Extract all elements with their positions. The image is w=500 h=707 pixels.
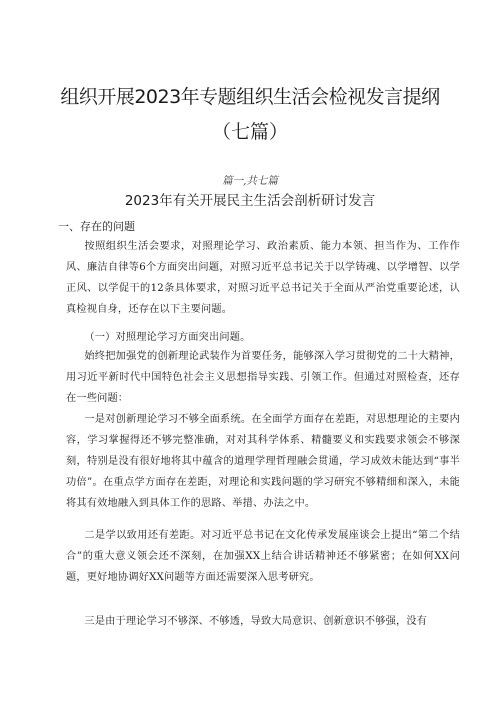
paragraph-2: （一）对照理论学习方面突出问题。 [84, 332, 251, 343]
paragraph-6: 三是由于理论学习不够深、不够透，导致大局意识、创新意识不够强，没有 [84, 616, 428, 627]
paragraph-1: 按照组织生活会要求，对照理论学习、政治素质、能力本领、担当作为、工作作风、廉洁自律等6个方面突出问题，对照习近平总书记关于以学铸魂、以学增智、以学正风、以学促干的12条具体要求，对照习近平总书记关于全面从严治党重要论述，认真检视自身，还存在以下主要问题。 [66, 241, 460, 315]
document-title: 组织开展2023年专题组织生活会检视发言提纲 [60, 86, 440, 108]
section-one-title: 一、存在的问题 [58, 220, 135, 233]
paragraph-3: 始终把加强党的创新理论武装作为首要任务，能够深入学习贯彻党的二十大精神，用习近平新时代中国特色社会主义思想指导实践、引领工作。但通过对照检查，还存在一些问题： [66, 351, 460, 404]
paragraph-5: 二是学以致用还有差距。对习近平总书记在文化传承发展座谈会上提出“第二个结合”的重大意义领会还不深刻，在加强XX上结合讲话精神还不够紧密；在如何XX问题，更好地协调好XX问题等方面还需要深入思考研究。 [66, 530, 460, 583]
paragraph-4: 一是对创新理论学习不够全面系统。在全面学方面存在差距，对思想理论的主要内容，学习掌握得还不够完整准确，对对其科学体系、精髓要义和实践要求领会不够深刻，特别是没有很好地将其中蕴含的道理学理哲理融会贯通，学习成效未能达到“事半功倍”。在重点学方面存在差距，对理论和实践问题的学习研究不够精细和深入，未能将其有效地融入到具体工作的思路、举措、办法之中。 [66, 414, 460, 509]
section-heading: 2023年有关开展民主生活会剖析研讨发言 [124, 193, 376, 209]
document-subtitle: （七篇） [211, 121, 288, 143]
part-label: 篇一,共七篇 [222, 175, 278, 187]
